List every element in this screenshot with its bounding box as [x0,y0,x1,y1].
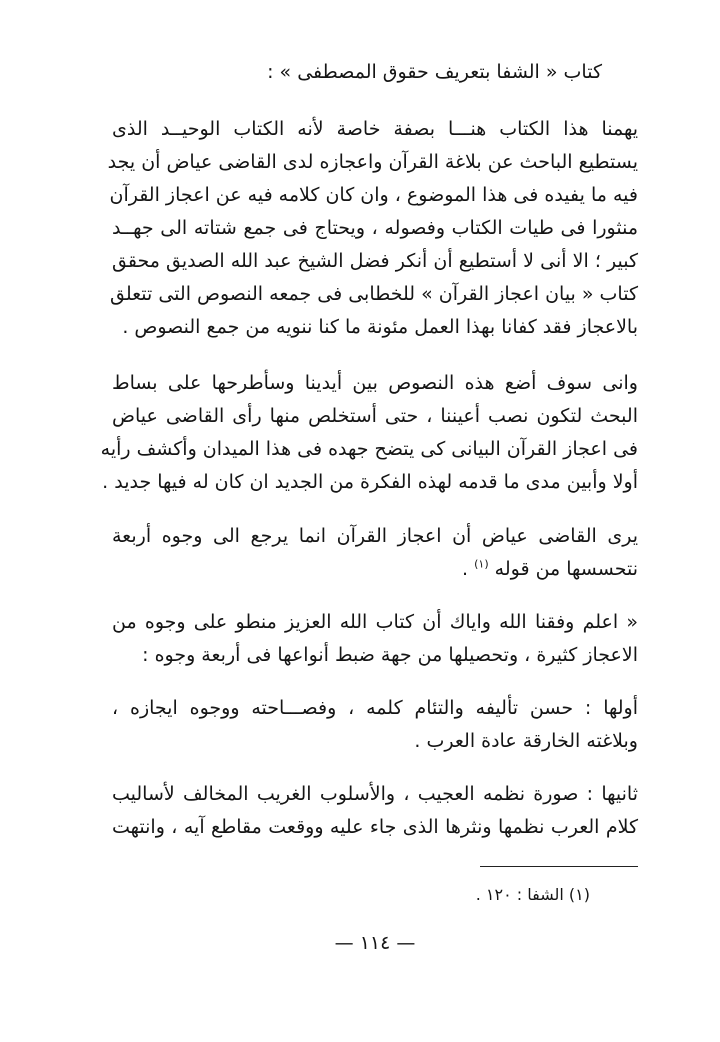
text-line: كلام العرب نظمها ونثرها الذى جاء عليه ووقعت مقاطع آيه ، وانتهت [112,816,638,838]
text-line: أولها : حسن تأليفه والتئام كلمه ، وفصـــاحته ووجوه ايجازه ، [112,697,638,719]
footnote: (١) الشفا : ١٢٠ . [475,885,590,904]
text-line: بالاعجاز فقد كفانا بهذا العمل مئونة ما كنا ننويه من جمع النصوص . [122,316,638,338]
paragraph-4-quote [112,606,638,672]
text-line: منثورا فى طيات الكتاب وفصوله ، ويحتاج فى جمع شتاته الى جهــد [112,217,638,239]
text-line: وانى سوف أضع هذه النصوص بين أيدينا وسأطرحها على بساط [112,372,638,394]
page-number: — ١١٤ — [334,932,416,954]
text-line-with-footnote [112,553,638,586]
text-line: « اعلم وفقنا الله واياك أن كتاب الله العزيز منطو على وجوه من [112,611,638,633]
text-line: يستطيع الباحث عن بلاغة القرآن واعجازه لدى القاضى عياض أن يجد [107,151,638,173]
paragraph-3 [112,520,638,586]
footnote-reference: (١) [474,557,489,571]
text-line: ثانيها : صورة نظمه العجيب ، والأسلوب الغريب المخالف لأساليب [112,783,638,805]
section-heading: كتاب « الشفا بتعريف حقوق المصطفى » : [267,61,602,83]
text-line: فيه ما يفيده فى هذا الموضوع ، وان كان كلامه فيه عن اعجاز القرآن [109,184,638,206]
paragraph-2 [100,367,638,499]
text-line: فى اعجاز القرآن البيانى كى يتضح جهده فى هذا الميدان وأكشف رأيه [100,438,638,460]
footnote-divider [480,866,638,867]
text-line: كبير ؛ الا أنى لا أستطيع أن أنكر فضل الشيخ عبد الله الصديق محقق [112,250,638,272]
text-line: البحث لتكون نصب أعيننا ، حتى أستخلص منها رأى القاضى عياض [112,405,638,427]
text-fragment: نتحسسها من قوله [494,558,638,580]
text-line: يرى القاضى عياض أن اعجاز القرآن انما يرجع الى وجوه أربعة [112,525,638,547]
text-line: الاعجاز كثيرة ، وتحصيلها من جهة ضبط أنواعها فى أربعة وجوه : [142,644,638,666]
text-line: كتاب « بيان اعجاز القرآن » للخطابى فى جمعه النصوص التى تتعلق [109,283,638,305]
paragraph-5 [112,692,638,758]
text-fragment: . [462,558,475,580]
paragraph-6 [112,778,638,844]
text-line: يهمنا هذا الكتاب هنـــا بصفة خاصة لأنه الكتاب الوحيــد الذى [112,118,638,140]
paragraph-1 [107,113,638,344]
text-line: وبلاغته الخارقة عادة العرب . [414,730,638,752]
text-line: أولا وأبين مدى ما قدمه لهذه الفكرة من الجديد ان كان له فيها جديد . [102,471,638,493]
